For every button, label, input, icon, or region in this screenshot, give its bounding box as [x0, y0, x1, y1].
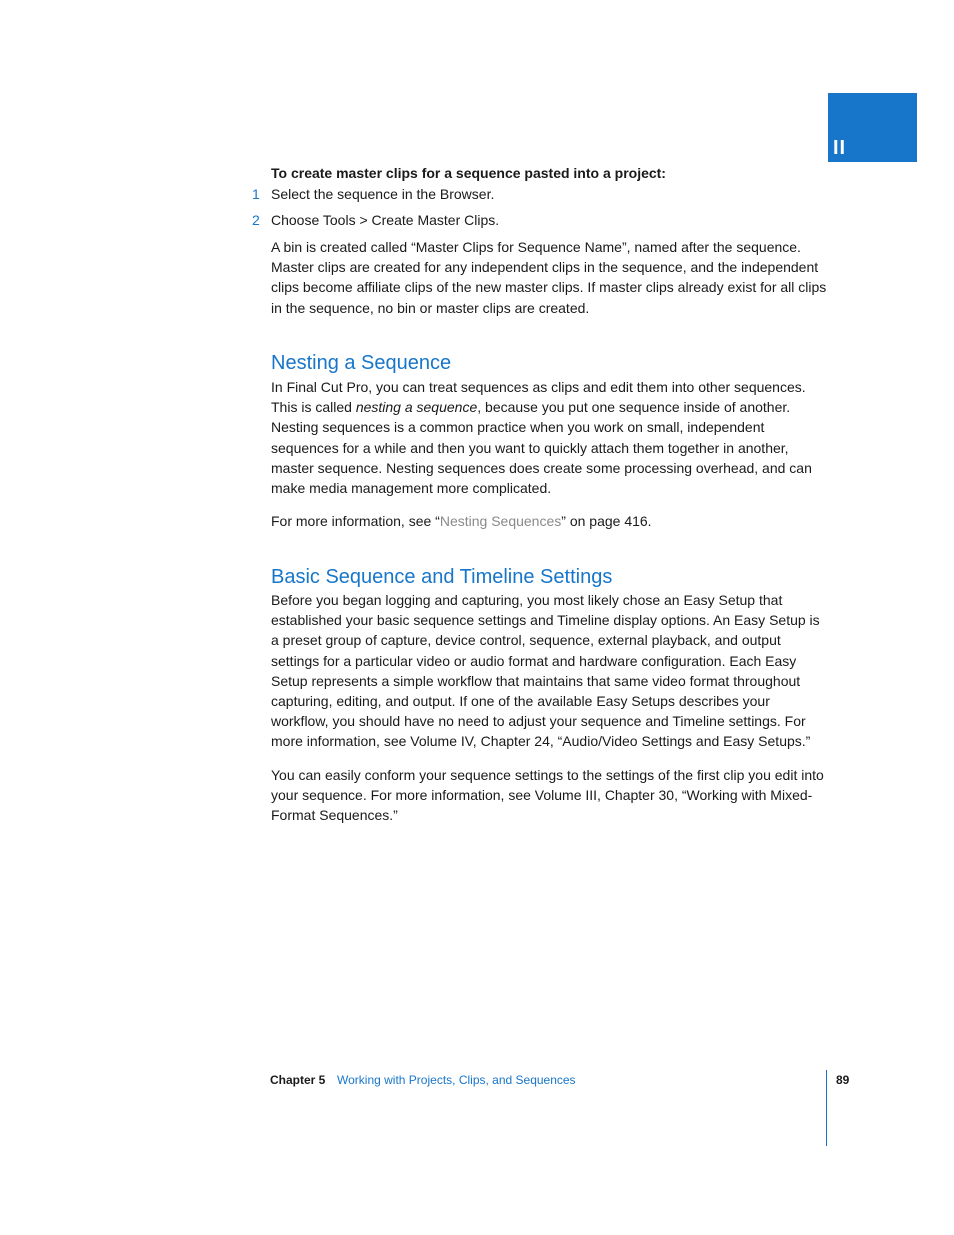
page-number: 89: [836, 1073, 850, 1087]
procedure-result: A bin is created called “Master Clips for Sequence Name”, named after the sequence. Master clips are created for any independent clips in the sequence, and the independent clips become affiliate clips of the new master clips. If master clips already exist for all clips in the sequence, no bin or master clips are created.: [271, 239, 827, 316]
section-heading-nesting: Nesting a Sequence: [271, 352, 452, 374]
step-text: Choose Tools > Create Master Clips.: [271, 212, 500, 228]
text-run: In Final Cut Pro, you can treat sequences as clips and edit them into other sequences. This is called: [271, 379, 806, 416]
footer-divider: [826, 1070, 827, 1146]
part-tab: [828, 93, 917, 162]
part-tab-label: II: [833, 137, 847, 159]
procedure-heading: To create master clips for a sequence pasted into a project:: [271, 165, 666, 181]
basic-paragraph-1: Before you began logging and capturing, you most likely chose an Easy Setup that established your basic sequence settings and Timeline display options. An Easy Setup is a preset group of capture, device control, sequence, external playback, and output settings for a particular video or audio format and hardware configuration. Each Easy Setup represents a simple workflow that maintains that same video format throughout capturing, editing, and output. If one of the available Easy Setups describes your workflow, you should have no need to adjust your sequence and Timeline settings. For more information, see Volume IV, Chapter 24, “Audio/Video Settings and Easy Setups.”: [271, 592, 820, 750]
text-run: , because you put one sequence inside of another. Nesting sequences is a common practice when you work on small, independent sequences for a while and then you want to quickly attach them together in another, master sequence. Nesting sequences does create some processing overhead, and can make media management more complicated.: [271, 399, 812, 497]
text-run: ” on page 416.: [561, 513, 652, 529]
section-heading-basic: Basic Sequence and Timeline Settings: [271, 566, 613, 588]
step-number: 2: [252, 212, 260, 228]
footer-chapter: Chapter 5: [270, 1073, 326, 1087]
emphasis-text: nesting a sequence: [355, 399, 478, 416]
nesting-more-info: [271, 511, 831, 531]
nesting-paragraph: [271, 377, 831, 498]
nesting-sequences-link[interactable]: Nesting Sequences: [439, 513, 562, 529]
text-run: For more information, see “: [271, 513, 440, 529]
footer-chapter-title: Working with Projects, Clips, and Sequences: [337, 1073, 576, 1087]
step-text: Select the sequence in the Browser.: [271, 186, 495, 202]
basic-paragraph-2: You can easily conform your sequence settings to the settings of the first clip you edit into your sequence. For more information, see Volume III, Chapter 30, “Working with Mixed-Format Sequences.”: [271, 767, 824, 824]
step-number: 1: [252, 186, 260, 202]
